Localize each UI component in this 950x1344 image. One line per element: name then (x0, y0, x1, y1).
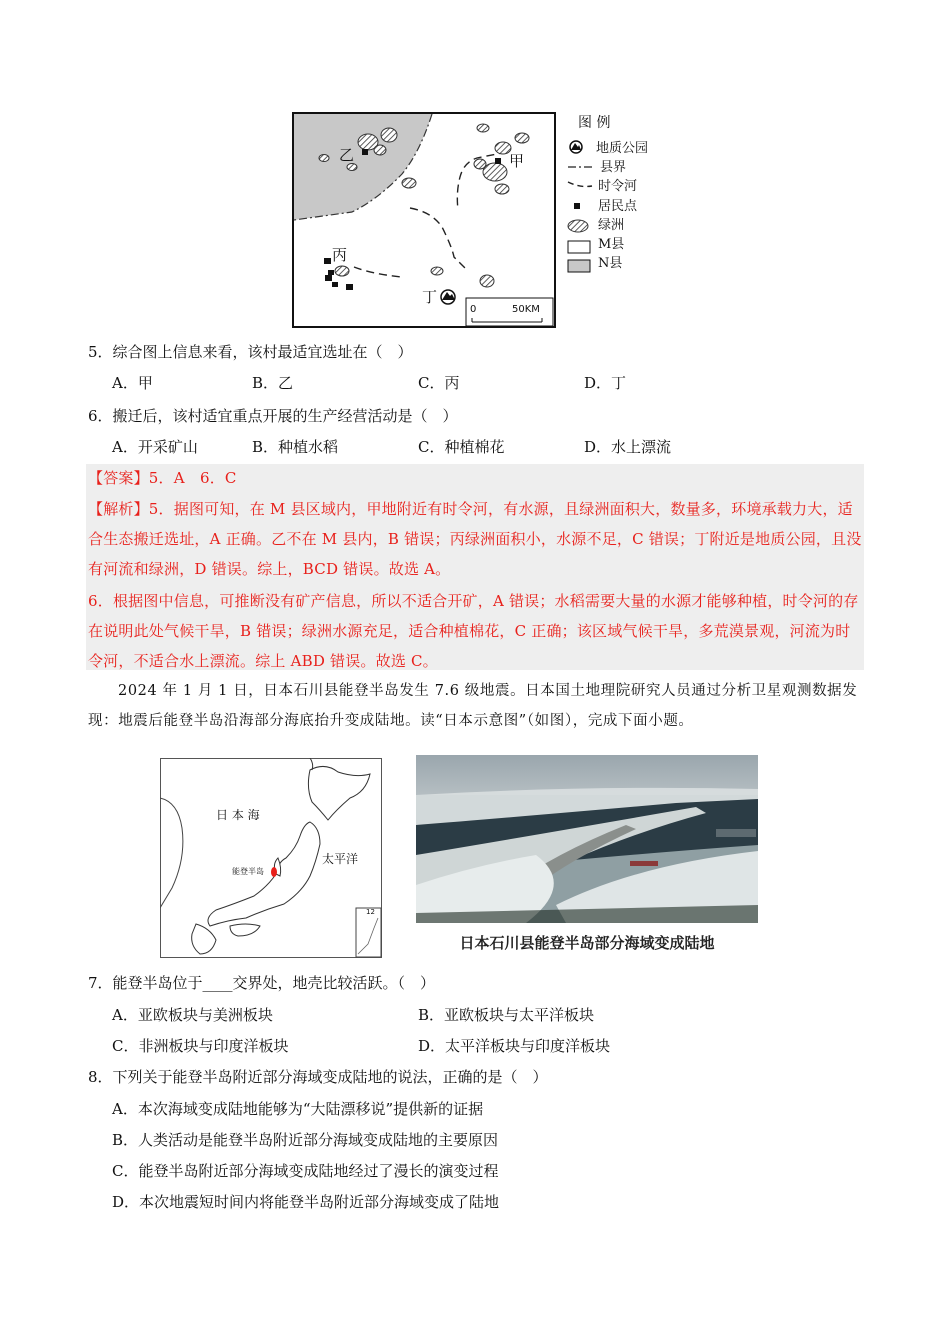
sea-of-japan-label: 日 本 海 (216, 808, 260, 822)
scale-distance: 50KM (512, 304, 540, 315)
legend-geopark: 地质公园 (596, 141, 649, 156)
label-ding: 丁 (422, 288, 438, 306)
q5-option-a: A．甲 (112, 374, 153, 392)
photo-caption: 日本石川县能登半岛部分海域变成陆地 (459, 934, 715, 952)
q8-option-a: A．本次海域变成陆地能够为“大陆漂移说”提供新的证据 (112, 1100, 484, 1118)
noto-peninsula-label: 能登半岛 (232, 867, 264, 876)
q7-option-c: C．非洲板块与印度洋板块 (112, 1037, 289, 1055)
q6-option-a: A．开采矿山 (112, 438, 198, 456)
q6-option-b: B．种植水稻 (252, 438, 339, 456)
japan-map (160, 758, 382, 958)
legend-oasis-icon (568, 220, 588, 232)
legend-symbols (566, 138, 596, 278)
question-5-stem: 5．综合图上信息来看，该村最适宜选址在（ ） (88, 343, 413, 361)
q8-option-c: C．能登半岛附近部分海域变成陆地经过了漫长的演变过程 (112, 1162, 499, 1180)
legend-oasis: 绿洲 (598, 218, 625, 233)
legend-m-county-icon (568, 241, 590, 253)
map-legend (566, 112, 676, 277)
q7-option-a: A．亚欧板块与美洲板块 (112, 1006, 273, 1024)
q5-option-c: C．丙 (418, 374, 460, 392)
legend-m-county: M县 (598, 237, 625, 252)
coast-photo (416, 755, 758, 923)
question-6-stem: 6．搬迁后，该村适宜重点开展的生产经营活动是（ ） (88, 407, 458, 425)
legend-geopark-icon (570, 141, 582, 153)
analysis-6: 6．根据图中信息，可推断没有矿产信息，所以不适合开矿，A 错误；水稻需要大量的水源才能够种植，时令河的存在说明此处气候干旱，B 错误；绿洲水源充足，适合种植棉花，C 正确；该区域气候干旱，多荒漠景观，河流为时令河，不适合水上漂流。综上 ABD 错误。故选 C。 (88, 592, 859, 670)
q6-option-c: C．种植棉花 (418, 438, 505, 456)
q8-option-b: B．人类活动是能登半岛附近部分海域变成陆地的主要原因 (112, 1131, 499, 1149)
question-7-stem: 7．能登半岛位于____交界处，地壳比较活跃。（ ） (88, 974, 436, 992)
q6-option-d: D．水上漂流 (584, 438, 672, 456)
label-bing: 丙 (332, 246, 348, 264)
q7-option-b: B．亚欧板块与太平洋板块 (418, 1006, 595, 1024)
question-8-stem: 8．下列关于能登半岛附近部分海域变成陆地的说法，正确的是（ ） (88, 1068, 548, 1086)
q7-option-d: D．太平洋板块与印度洋板块 (418, 1037, 611, 1055)
coast-photo-drawing (416, 755, 758, 923)
legend-seasonal-river: 时令河 (598, 179, 638, 194)
legend-county-boundary: 县界 (600, 160, 627, 175)
label-jia: 甲 (509, 152, 525, 170)
legend-title: 图 例 (578, 115, 611, 131)
legend-settlement-icon (574, 203, 580, 209)
legend-settlement: 居民点 (598, 199, 638, 214)
inset-label: 12 (366, 908, 375, 916)
legend-river-icon (568, 182, 592, 187)
q8-option-d: D．本次地震短时间内将能登半岛附近部分海域变成了陆地 (112, 1193, 500, 1211)
scale-zero: 0 (470, 304, 477, 315)
pacific-ocean-label: 太平洋 (322, 852, 359, 866)
analysis-5: 【解析】5．据图可知，在 M 县区域内，甲地附近有时令河，有水源，且绿洲面积大，数量多，环境承载力大，适合生态搬迁选址，A 正确。乙不在 M 县内，B 错误；丙绿洲面积小，水源不足，C 错误；丁附近是地质公园，且没有河流和绿洲，D 错误。综上，BCD 错误。故选 A。 (88, 500, 862, 578)
q5-option-b: B．乙 (252, 374, 294, 392)
legend-n-county-icon (568, 260, 590, 272)
noto-peninsula-marker (271, 867, 277, 877)
geopark-icon (441, 290, 455, 304)
label-yi: 乙 (339, 146, 355, 164)
legend-n-county: N县 (598, 256, 623, 271)
q5-option-d: D．丁 (584, 374, 627, 392)
answer-line: 【答案】5．A 6．C (88, 469, 237, 487)
reading-passage: 2024 年 1 月 1 日，日本石川县能登半岛发生 7.6 级地震。日本国土地理院研究人员通过分析卫星观测数据发现：地震后能登半岛沿海部分海底抬升变成陆地。读“日本示意图”（如图），完成下面小题。 (88, 683, 858, 729)
oasis-map (292, 112, 556, 328)
